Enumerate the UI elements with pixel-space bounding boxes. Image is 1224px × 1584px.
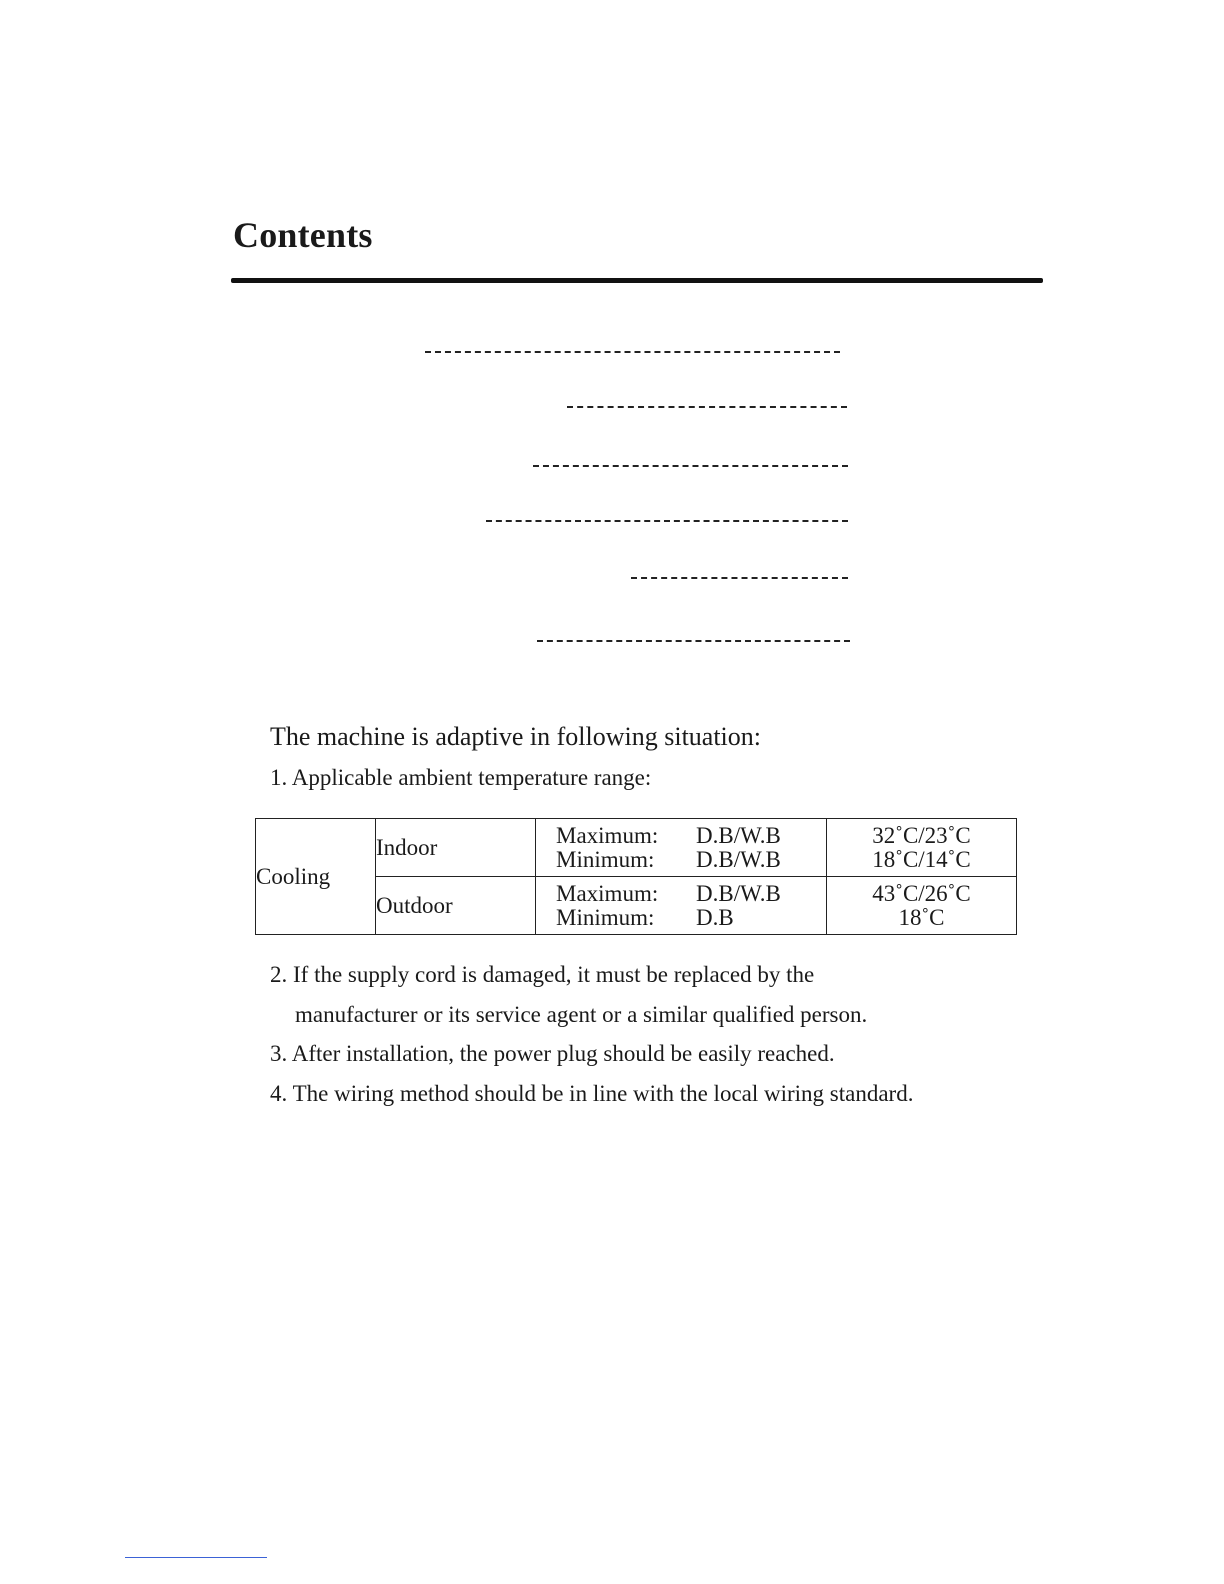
- note-4: 4. The wiring method should be in line with the local wiring standard.: [270, 1080, 914, 1106]
- footer-line: [125, 1557, 267, 1558]
- temperature-range-heading: 1. Applicable ambient temperature range:: [270, 765, 652, 790]
- condition-cell-indoor: [536, 819, 827, 877]
- condition-cell-outdoor: [536, 877, 827, 935]
- table-row: [256, 819, 1017, 877]
- max-label: Maximum:: [556, 880, 659, 906]
- min-type: D.B/W.B: [696, 846, 781, 872]
- max-value: 32˚C/23˚C: [872, 822, 971, 848]
- max-value: 43˚C/26˚C: [872, 880, 971, 906]
- toc-leader-1: [425, 351, 840, 353]
- place-cell-indoor: Indoor: [376, 819, 536, 877]
- mode-cell: Cooling: [256, 819, 376, 935]
- toc-leader-4: [486, 520, 848, 522]
- page-title: Contents: [233, 215, 373, 255]
- max-type: D.B/W.B: [696, 822, 781, 848]
- min-label: Minimum:: [556, 904, 655, 930]
- min-type: D.B: [696, 904, 734, 930]
- min-label: Minimum:: [556, 846, 655, 872]
- toc-leader-6: [537, 640, 850, 642]
- place-cell-outdoor: Outdoor: [376, 877, 536, 935]
- note-2-continued: manufacturer or its service agent or a similar qualified person.: [295, 1001, 868, 1027]
- max-label: Maximum:: [556, 822, 659, 848]
- toc-leader-5: [631, 577, 848, 579]
- note-3: 3. After installation, the power plug should be easily reached.: [270, 1041, 835, 1066]
- note-2: 2. If the supply cord is damaged, it must be replaced by the: [270, 962, 815, 987]
- intro-text: The machine is adaptive in following situation:: [270, 722, 762, 751]
- temperature-table: [255, 818, 1017, 935]
- notes-list: [270, 955, 913, 1113]
- value-cell-outdoor: [827, 877, 1017, 935]
- min-value: 18˚C/14˚C: [872, 846, 971, 872]
- value-cell-indoor: [827, 819, 1017, 877]
- min-value: 18˚C: [898, 904, 945, 930]
- toc-leader-3: [533, 465, 848, 467]
- toc-leader-2: [567, 406, 847, 408]
- title-rule: [231, 278, 1043, 283]
- max-type: D.B/W.B: [696, 880, 781, 906]
